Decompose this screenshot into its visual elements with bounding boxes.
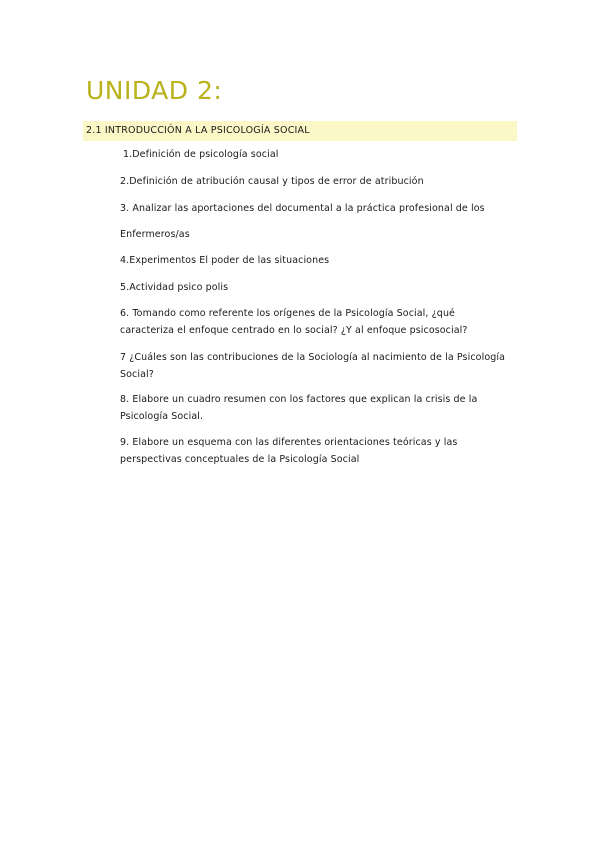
- list-item-line: 3. Analizar las aportaciones del documental a la práctica profesional de los: [120, 203, 485, 214]
- list-item: [123, 146, 278, 163]
- section-title: 2.1 INTRODUCCIÓN A LA PSICOLOGÍA SOCIAL: [86, 125, 310, 136]
- list-item: [120, 391, 477, 425]
- list-item: [120, 349, 505, 383]
- list-item: [120, 200, 485, 217]
- list-item: [120, 173, 424, 190]
- list-item-line: 9. Elabore un esquema con las diferentes orientaciones teóricas y las: [120, 437, 458, 448]
- list-item-line: perspectivas conceptuales de la Psicología Social: [120, 454, 360, 465]
- list-item: [120, 252, 329, 269]
- list-item-line: 1.Definición de psicología social: [123, 149, 279, 160]
- list-item-line: Enfermeros/as: [120, 229, 190, 240]
- list-item-line: caracteriza el enfoque centrado en lo social? ¿Y al enfoque psicosocial?: [120, 325, 468, 336]
- list-item: [120, 434, 457, 468]
- list-item-line: 4.Experimentos El poder de las situaciones: [120, 255, 330, 266]
- list-item: [120, 279, 228, 296]
- list-item-line: 6. Tomando como referente los orígenes de la Psicología Social, ¿qué: [120, 308, 456, 319]
- list-item-line: 5.Actividad psico polis: [120, 282, 229, 293]
- list-item: [120, 305, 468, 339]
- list-item-line: 7 ¿Cuáles son las contribuciones de la Sociología al nacimiento de la Psicología: [120, 352, 506, 363]
- list-item: [120, 226, 190, 243]
- unit-title: UNIDAD 2:: [86, 76, 223, 105]
- list-item-line: Social?: [120, 369, 154, 380]
- section-heading-bar: [83, 121, 517, 141]
- list-item-line: Psicología Social.: [120, 411, 204, 422]
- list-item-line: 2.Definición de atribución causal y tipos de error de atribución: [120, 176, 424, 187]
- list-item-line: 8. Elabore un cuadro resumen con los factores que explican la crisis de la: [120, 394, 478, 405]
